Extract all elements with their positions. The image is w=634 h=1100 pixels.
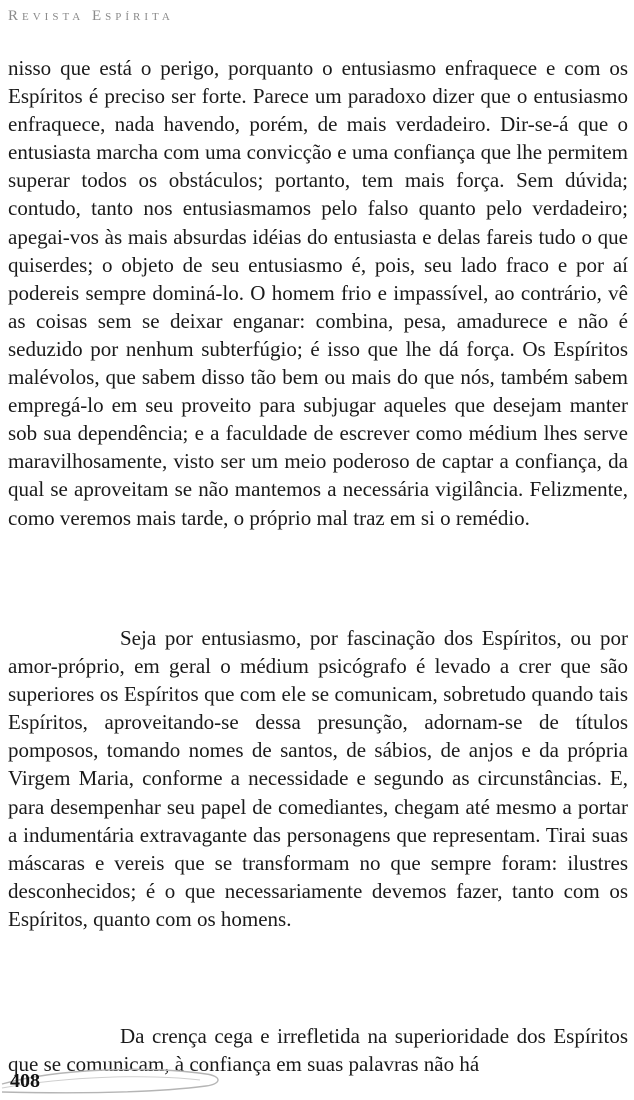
paragraph-1: nisso que está o perigo, porquanto o entusiasmo enfraquece e com os Espíritos é preciso ser forte. Parece um paradoxo dizer que o entusiasmo enfraquece, nada havendo, porém, de mais verdadeiro. Dir-se-á que o entusiasta marcha com uma convicção e uma confiança que lhe permitem superar todos os obstáculos; portanto, tem mais força. Sem dúvida; contudo, tanto nos entusiasmamos pelo falso quanto pelo verdadeiro; apegai-vos às mais absurdas idéias do entusiasta e delas fareis tudo o que quiserdes; o objeto de seu entusiasmo é, pois, seu lado fraco e por aí podereis sempre dominá-lo. O homem frio e impassível, ao contrário, vê as coisas sem se deixar enganar: combina, pesa, amadurece e não é seduzido por nenhum subterfúgio; é isso que lhe dá força. Os Espíritos malévolos, que sabem disso tão bem ou mais do que nós, também sabem empregá-lo em seu proveito para subjugar aqueles que desejam manter sob sua dependência; e a faculdade de escrever como médium lhes serve maravilhosamente, visto ser um meio poderoso de captar a confiança, da qual se aproveitam se não mantemos a necessária vigilância. Felizmente, como veremos mais tarde, o próprio mal traz em si o remédio. bbox=[8, 56, 628, 530]
body-text-column bbox=[8, 624, 628, 933]
page-number: 408 bbox=[10, 1070, 40, 1092]
paragraph-3: Da crença cega e irrefletida na superioridade dos Espíritos que se comunicam, à confiança em suas palavras não há bbox=[8, 1024, 628, 1077]
paragraph-2: Seja por entusiasmo, por fascinação dos Espíritos, ou por amor-próprio, em geral o médium psicógrafo é levado a crer que são superiores os Espíritos que com ele se comunicam, sobretudo quando tais Espíritos, aproveitando-se dessa presunção, adornam-se de títulos pomposos, tomando nomes de santos, de sábios, de anjos e da própria Virgem Maria, conforme a necessidade e segundo as circunstâncias. E, para desempenhar seu papel de comediantes, chegam até mesmo a portar a indumentária extravagante das personagens que representam. Tirai suas máscaras e vereis que se transformam no que sempre foram: ilustres desconhecidos; é o que necessariamente devemos fazer, tanto com os Espíritos, quanto com os homens. bbox=[8, 626, 628, 931]
running-header: Revista Espírita bbox=[8, 8, 174, 24]
body-text-column bbox=[8, 54, 628, 532]
